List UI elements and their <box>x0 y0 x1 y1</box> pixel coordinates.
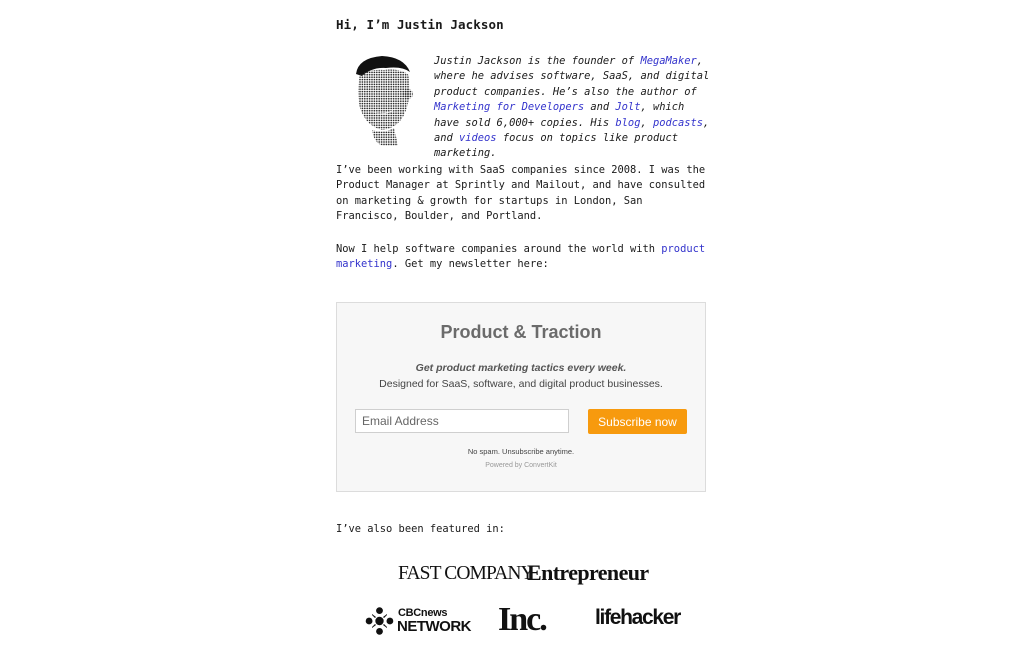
newsletter-description: Designed for SaaS, software, and digital product businesses. <box>379 378 663 390</box>
bio-section <box>336 52 710 160</box>
intro-fragment: . Get my newsletter here: <box>392 258 549 271</box>
inc-logo: Inc. <box>498 601 546 638</box>
blog-link[interactable]: blog <box>615 116 641 129</box>
bio-fragment: , where he advises software, SaaS, and digital product companies. He’s also the author of <box>434 55 710 98</box>
jolt-link[interactable]: Jolt <box>615 101 641 114</box>
newsletter-tagline: Get product marketing tactics every week. <box>415 362 627 374</box>
entrepreneur-logo: Entrepreneur <box>527 560 649 585</box>
intro-fragment: Now I help software companies around the world with <box>336 243 662 255</box>
bio-fragment: , and <box>434 116 710 145</box>
page-title: Hi, I’m Justin Jackson <box>336 17 504 32</box>
experience-paragraph: I’ve been working with SaaS companies since 2008. I was the Product Manager at Sprintly and Mailout, and have consulted on marketing & growth for startups in London, San Francisco, Boulder, and Portland. <box>336 164 706 223</box>
bio-fragment: , <box>640 116 653 129</box>
subscribe-button[interactable]: Subscribe now <box>588 409 687 434</box>
videos-link[interactable]: videos <box>459 132 497 145</box>
podcasts-link[interactable]: podcasts <box>652 116 704 129</box>
newsletter-signup-box <box>336 302 706 492</box>
featured-in-label: I’ve also been featured in: <box>336 523 505 535</box>
megamaker-link[interactable]: MegaMaker <box>640 55 697 67</box>
newsletter-intro <box>336 242 708 273</box>
fast-company-logo: FAST COMPANY <box>398 563 534 584</box>
cbc-network-wordmark: NETWORK <box>397 618 471 635</box>
newsletter-title: Product & Traction <box>440 322 602 342</box>
powered-by-link[interactable]: Powered by ConvertKit <box>485 462 557 469</box>
product-marketing-link[interactable]: product marketing <box>336 243 706 271</box>
author-portrait <box>342 52 424 146</box>
bio-fragment: Justin Jackson is the founder of <box>434 55 641 67</box>
cbc-news-wordmark: CBCnews <box>398 607 448 619</box>
marketing-for-developers-link[interactable]: Marketing for Developers <box>434 101 585 114</box>
cbc-news-network-logo <box>365 606 477 636</box>
cbc-gem-icon <box>365 607 394 635</box>
bio-fragment: focus on topics like product marketing. <box>434 132 678 160</box>
bio-text <box>434 54 710 162</box>
bio-fragment: and <box>584 101 616 114</box>
no-spam-note: No spam. Unsubscribe anytime. <box>467 447 575 456</box>
bio-fragment: , which have sold 6,000+ copies. His <box>434 101 685 129</box>
lifehacker-logo: lifehacker <box>595 606 681 629</box>
email-field[interactable] <box>355 409 569 433</box>
